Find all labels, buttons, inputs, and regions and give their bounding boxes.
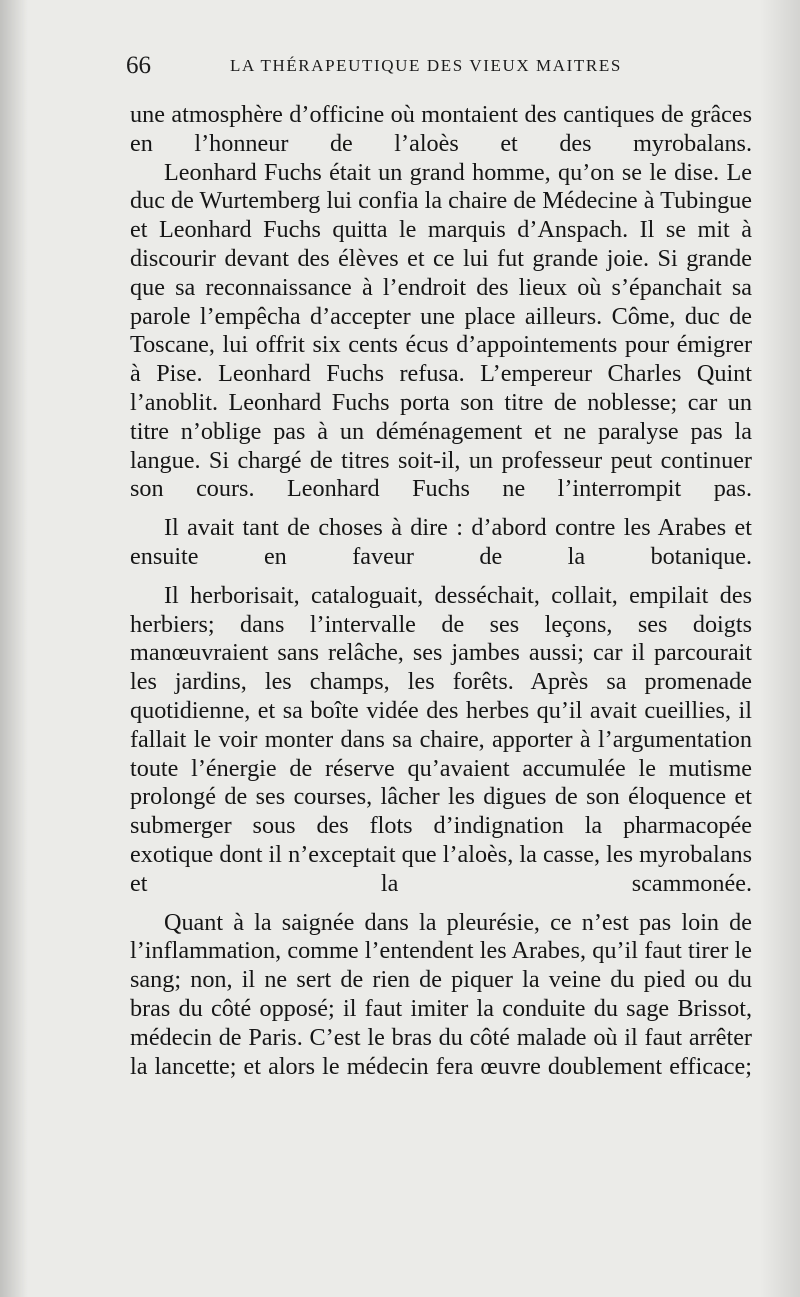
running-title: LA THÉRAPEUTIQUE DES VIEUX MAITRES xyxy=(230,56,622,75)
paragraph-arabs-botany: Il avait tant de choses à dire : d’abord contre les Arabes et ensuite en faveur de la botanique. xyxy=(130,514,752,570)
page-number: 66 xyxy=(126,52,151,79)
paragraph-bloodletting: Quant à la saignée dans la pleurésie, ce n’est pas loin de l’inflammation, comme l’entendent les Arabes, qu’il faut tirer le sang; non, il ne sert de rien de piquer la veine du pied ou du bras du côté opposé; il faut imiter la conduite du sage Brissot, médecin de Paris. C’est le bras du côté malade où il faut arrêter la lancette; et alors le médecin fera œuvre doublement efficace; xyxy=(130,908,752,1080)
paragraph-herbarium: Il herborisait, cataloguait, desséchait, collait, empilait des herbiers; dans l’intervalle de ses leçons, ses doigts manœuvraient sans relâche, ses jambes aussi; car il parcourait les jardins, les champs, les forêts. Après sa promenade quotidienne, et sa boîte vidée des herbes qu’il avait cueillies, il fallait le voir monter dans sa chaire, apporter à l’argumentation toute l’énergie de réserve qu’avaient accumulée le mutisme prolongé de ses courses, lâcher les digues de son éloquence et submerger sous des flots d’indignation la pharmacopée exotique dont il n’exceptait que l’aloès, la casse, les myrobalans et la scammonée. xyxy=(130,581,752,897)
running-header xyxy=(126,52,756,86)
paragraph-continuation: une atmosphère d’officine où montaient des cantiques de grâces en l’honneur de l’aloès et des myrobalans. xyxy=(130,101,752,157)
body-text xyxy=(130,101,752,1081)
paragraph-fuchs-career: Leonhard Fuchs était un grand homme, qu’on se le dise. Le duc de Wurtemberg lui confia la chaire de Médecine à Tubingue et Leonhard Fuchs quitta le marquis d’Anspach. Il se mit à discourir devant des élèves et ce lui fut grande joie. Si grande que sa reconnaissance à l’endroit des lieux où s’épanchait sa parole l’empêcha d’accepter une place ailleurs. Côme, duc de Toscane, lui offrit six cents écus d’appointements pour émigrer à Pise. Leonhard Fuchs refusa. L’empereur Charles Quint l’anoblit. Leonhard Fuchs porta son titre de noblesse; car un titre n’oblige pas à un déménagement et ne paralyse pas la langue. Si chargé de titres soit-il, un professeur peut continuer son cours. Leonhard Fuchs ne l’interrompit pas. xyxy=(130,158,752,503)
